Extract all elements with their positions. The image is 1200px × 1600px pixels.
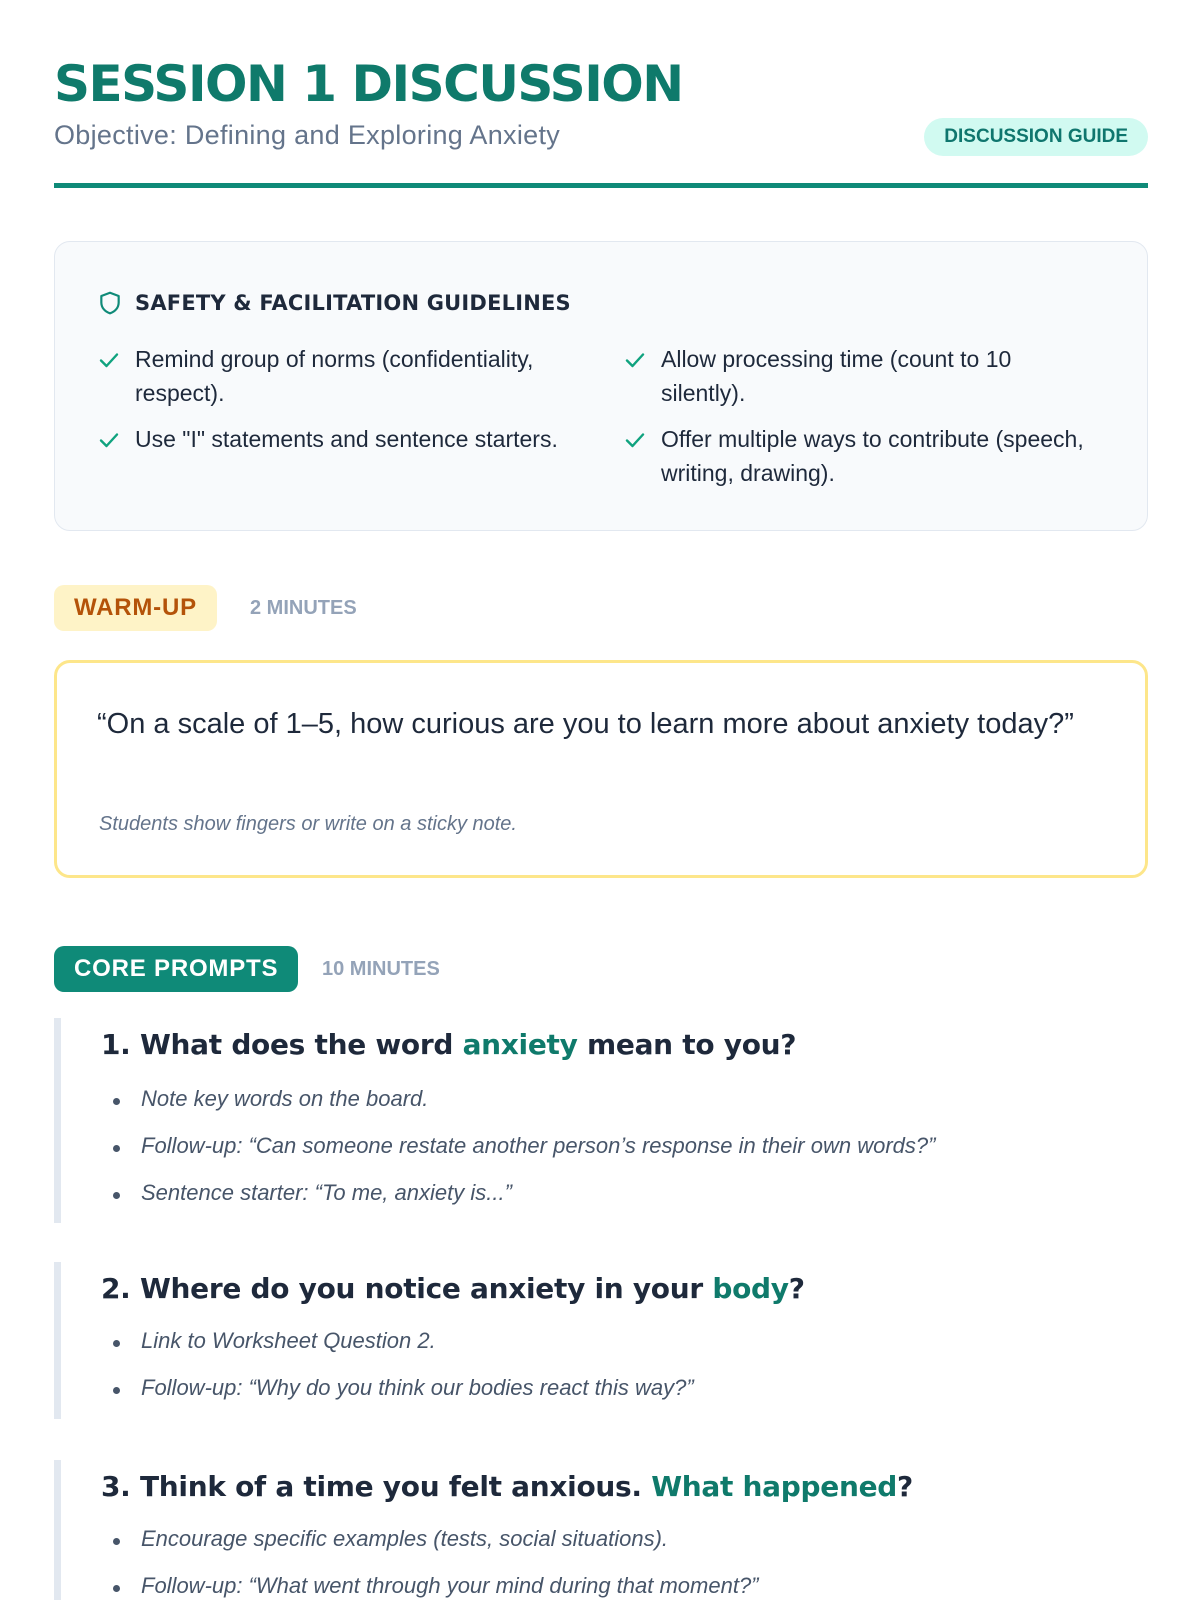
prompt-question: 3. Think of a time you felt anxious. What happened? [101,1470,913,1503]
prompt-question: 2. Where do you notice anxiety in your body? [101,1272,805,1305]
page-subtitle: Objective: Defining and Exploring Anxiety [54,120,561,150]
discussion-guide-page [54,0,1148,1598]
prompt-bullet: Note key words on the board. [141,1086,429,1111]
guideline-text: Offer multiple ways to contribute (speech, writing, drawing). [661,426,1084,486]
prompt-bullet: Encourage specific examples (tests, social situations). [141,1526,669,1551]
warmup-note: Students show fingers or write on a sticky note. [99,813,517,835]
prompt-keyword: anxiety [462,1028,578,1061]
safety-guidelines-header [97,286,571,320]
prompt-bullet: Follow-up: “Can someone restate another person’s response in their own words?” [141,1133,936,1158]
prompt-item [54,1018,1148,1223]
warmup-question-box [54,660,1148,878]
warmup-question: “On a scale of 1–5, how curious are you to learn more about anxiety today?” [97,708,1074,740]
prompt-bullet: Follow-up: “What went through your mind during that moment?” [141,1573,759,1598]
checkmark-icon [97,428,121,452]
safety-guidelines-card [54,241,1148,531]
discussion-guide-badge: DISCUSSION GUIDE [924,118,1148,156]
warmup-label: WARM-UP [54,585,217,631]
page-header [54,0,1148,188]
prompt-item [54,1262,1148,1419]
prompt-question: 1. What does the word anxiety mean to you? [101,1028,797,1061]
safety-guidelines-title: SAFETY & FACILITATION GUIDELINES [135,291,571,315]
guideline-text: Allow processing time (count to 10 silently). [661,346,1012,406]
core-prompts-duration: 10 MINUTES [322,958,440,980]
guideline-text: Use "I" statements and sentence starters. [135,426,558,452]
warmup-duration: 2 MINUTES [250,597,357,619]
core-prompts-label: CORE PROMPTS [54,946,298,992]
prompt-bullet: Sentence starter: “To me, anxiety is...” [141,1180,512,1205]
guideline-item [97,342,557,412]
checkmark-icon [623,348,647,372]
prompt-bullet: Link to Worksheet Question 2. [141,1328,436,1353]
guideline-item [623,342,1083,412]
prompt-keyword: body [712,1272,789,1305]
page-title: SESSION 1 DISCUSSION [54,55,683,113]
checkmark-icon [97,348,121,372]
guideline-item [623,422,1083,492]
guideline-item [97,422,557,492]
prompt-keyword: What happened [651,1470,898,1503]
prompt-bullet: Follow-up: “Why do you think our bodies react this way?” [141,1375,694,1400]
guideline-text: Remind group of norms (confidentiality, respect). [135,346,534,406]
shield-icon [97,290,123,316]
checkmark-icon [623,428,647,452]
prompt-item [54,1460,1148,1600]
